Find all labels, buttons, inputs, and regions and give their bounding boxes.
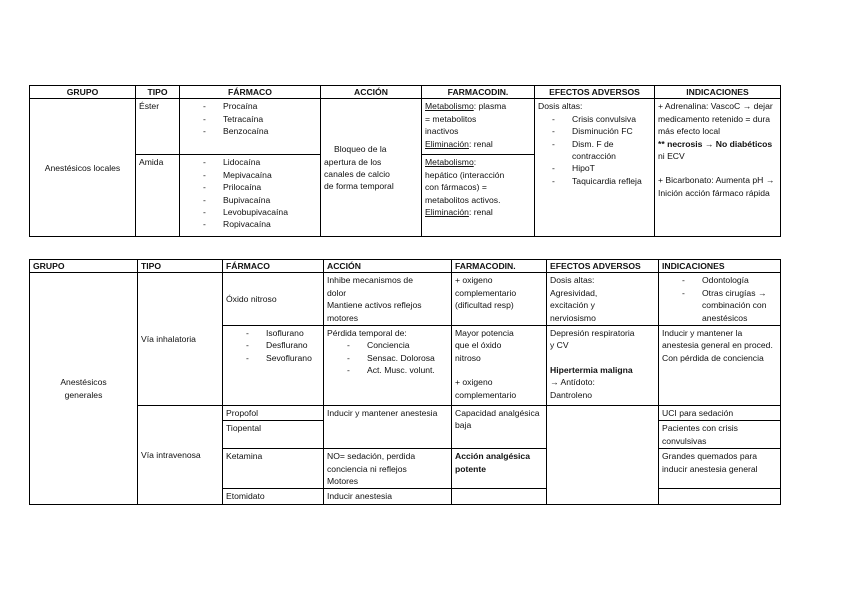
- farmaco-cell: Óxido nitroso: [223, 273, 324, 326]
- accion-line: apertura de los: [324, 156, 382, 167]
- tipo-cell: Amida: [136, 155, 180, 237]
- farmacodin-line: [425, 206, 531, 218]
- farmacodin-line: (dificultad resp): [455, 300, 514, 311]
- indicacion-line: Inición acción fármaco rápida: [658, 187, 770, 198]
- efecto-line: Depresión respiratoria: [550, 328, 635, 339]
- accion-line: Inhibe mecanismos de: [327, 275, 413, 286]
- accion-cell: Inducir y mantener anestesia: [324, 406, 452, 449]
- accion-item: - Sensac. Dolorosa: [327, 352, 448, 364]
- accion-line: NO= sedación, perdida: [327, 451, 416, 462]
- accion-cell: [321, 99, 422, 237]
- efectos-cell: [547, 326, 659, 406]
- effect-item: - Dism. F de contracción: [538, 138, 651, 163]
- indicaciones-cell: Pacientes con crisis convulsivas: [659, 421, 781, 449]
- farmacodin-line: inactivos: [425, 126, 459, 137]
- header-indicaciones: INDICACIONES: [655, 86, 781, 99]
- accion-line: de forma temporal: [324, 181, 394, 192]
- table-row: [30, 99, 781, 155]
- farmacodin-term: Eliminación: [425, 138, 469, 149]
- indicaciones-cell: [659, 489, 781, 504]
- accion-title: Pérdida temporal de:: [327, 328, 407, 339]
- indicacion-line: más efecto local: [658, 126, 721, 137]
- efectos-cell: [547, 273, 659, 326]
- farmacodin-line: + oxigeno: [455, 275, 493, 286]
- accion-line: dolor: [327, 287, 347, 298]
- farmacodin-cell: Acción analgésica potente: [452, 449, 547, 489]
- drug-item: - Tetracaína: [183, 113, 317, 125]
- indicaciones-cell: [655, 99, 781, 237]
- indicaciones-cell: [659, 326, 781, 406]
- accion-cell: Inducir anestesia: [324, 489, 452, 504]
- header-grupo: GRUPO: [30, 86, 136, 99]
- accion-line: Bloqueo de la: [334, 144, 387, 155]
- farmaco-cell: Tiopental: [223, 421, 324, 449]
- header-farmaco: FÁRMACO: [180, 86, 321, 99]
- indicacion-item: - Odontología: [668, 274, 777, 286]
- indicacion-line: ni ECV: [658, 151, 685, 162]
- accion-line: conciencia ni reflejos: [327, 463, 407, 474]
- header-accion: ACCIÓN: [321, 86, 422, 99]
- header-farmacodin: FARMACODIN.: [452, 260, 547, 273]
- tipo-cell: Éster: [136, 99, 180, 155]
- farmacodin-line: = metabolitos: [425, 113, 477, 124]
- grupo-label: Anestésicos generales: [60, 377, 107, 400]
- efectos-cell: [535, 99, 655, 237]
- local-anesthetics-table: [29, 85, 781, 237]
- efecto-line: nerviosismo: [550, 312, 596, 323]
- indicacion-item: - Otras cirugías → combinación con anestésicos: [668, 287, 777, 324]
- farmacodin-cell: [422, 155, 535, 237]
- drug-item: - Mepivacaína: [183, 169, 317, 181]
- farmacodin-line: complementario: [455, 287, 517, 298]
- tipo-cell: Vía intravenosa: [138, 406, 223, 505]
- tipo-cell: Vía inhalatoria: [138, 273, 223, 406]
- drug-item: - Benzocaína: [183, 125, 317, 137]
- drug-item: - Lidocaína: [183, 156, 317, 168]
- accion-item: - Act. Musc. volunt.: [327, 364, 448, 376]
- efecto-line: Dantroleno: [550, 389, 593, 400]
- header-tipo: TIPO: [138, 260, 223, 273]
- farmaco-cell: [223, 326, 324, 406]
- indicaciones-cell: Grandes quemados para inducir anestesia general: [659, 449, 781, 489]
- accion-line: Motores: [327, 476, 359, 487]
- farmacodin-line: nitroso: [455, 352, 481, 363]
- farmacodin-cell: [452, 273, 547, 326]
- indicaciones-cell: [659, 273, 781, 326]
- indicacion-line: medicamento retenido = dura: [658, 113, 771, 124]
- effect-item: - Taquicardia refleja: [538, 175, 651, 187]
- farmaco-cell: Ketamina: [223, 449, 324, 489]
- efecto-line: Agresividad,: [550, 287, 598, 298]
- farmaco-cell: Etomidato: [223, 489, 324, 504]
- accion-item: - Conciencia: [327, 339, 448, 351]
- indicacion-line: Inducir y mantener la: [662, 328, 743, 339]
- farmacodin-term: Eliminación: [425, 207, 469, 218]
- table-header-row: [30, 260, 781, 273]
- header-accion: ACCIÓN: [324, 260, 452, 273]
- accion-cell: [324, 449, 452, 489]
- drug-item: - Sevoflurano: [226, 352, 320, 364]
- efecto-line: Dosis altas:: [550, 275, 595, 286]
- spacer: [455, 364, 543, 376]
- efecto-line: → Antídoto:: [550, 377, 595, 388]
- farmacodin-line: [425, 100, 531, 112]
- drug-item: - Procaína: [183, 100, 317, 112]
- effect-item: - HipoT: [538, 162, 651, 174]
- drug-item: - Desflurano: [226, 339, 320, 351]
- farmacodin-text: :: [473, 157, 477, 168]
- indicacion-line: ** necrosis → No diabéticos: [658, 138, 773, 149]
- efecto-line: excitación y: [550, 300, 595, 311]
- table-header-row: [30, 86, 781, 99]
- farmacodin-line: que el óxido: [455, 340, 502, 351]
- farmacodin-line: complementario: [455, 389, 517, 400]
- effect-item: - Disminución FC: [538, 125, 651, 137]
- farmaco-cell: [180, 99, 321, 155]
- farmacodin-text: : renal: [468, 207, 493, 218]
- header-indicaciones: INDICACIONES: [659, 260, 781, 273]
- efectos-cell: [547, 406, 659, 505]
- farmacodin-line: Mayor potencia: [455, 328, 514, 339]
- header-farmacodin: FARMACODIN.: [422, 86, 535, 99]
- drug-item: - Bupivacaína: [183, 194, 317, 206]
- accion-cell: [324, 273, 452, 326]
- farmaco-cell: Propofol: [223, 406, 324, 421]
- accion-line: motores: [327, 312, 359, 323]
- farmaco-cell: [180, 155, 321, 237]
- header-tipo: TIPO: [136, 86, 180, 99]
- effect-item: - Crisis convulsiva: [538, 113, 651, 125]
- farmacodin-line: con fármacos) =: [425, 182, 487, 193]
- accion-cell: [324, 326, 452, 406]
- farmacodin-term: Metabolismo: [425, 101, 474, 112]
- general-anesthetics-table: [29, 259, 781, 505]
- efectos-title: Dosis altas:: [538, 101, 583, 112]
- header-efectos: EFECTOS ADVERSOS: [535, 86, 655, 99]
- indicaciones-cell: UCI para sedación: [659, 406, 781, 421]
- indicacion-line: + Adrenalina: VascoC → dejar: [658, 101, 773, 112]
- efecto-bold-line: Hipertermia maligna: [550, 364, 633, 375]
- indicacion-line: + Bicarbonato: Aumenta pH →: [658, 175, 775, 186]
- spacer: [550, 352, 655, 364]
- drug-item: - Isoflurano: [226, 327, 320, 339]
- drug-item: - Levobupivacaína: [183, 206, 317, 218]
- header-farmaco: FÁRMACO: [223, 260, 324, 273]
- header-efectos: EFECTOS ADVERSOS: [547, 260, 659, 273]
- farmacodin-line: [425, 138, 531, 150]
- grupo-cell: [30, 273, 138, 504]
- header-grupo: GRUPO: [30, 260, 138, 273]
- accion-line: canales de calcio: [324, 168, 390, 179]
- farmacodin-text: : renal: [468, 138, 493, 149]
- table-row: [30, 406, 781, 421]
- indicacion-line: anestesia general en proced.: [662, 340, 773, 351]
- drug-item: - Ropivacaína: [183, 218, 317, 230]
- farmacodin-line: metabolitos activos.: [425, 194, 501, 205]
- farmacodin-cell: [422, 99, 535, 155]
- spacer: [658, 162, 777, 174]
- farmacodin-cell: Capacidad analgésica baja: [452, 406, 547, 449]
- accion-line: Mantiene activos reflejos: [327, 300, 422, 311]
- farmacodin-cell: [452, 326, 547, 406]
- farmacodin-cell: [452, 489, 547, 504]
- grupo-cell: Anestésicos locales: [30, 99, 136, 237]
- farmacodin-line: hepático (interacción: [425, 169, 505, 180]
- efecto-line: y CV: [550, 340, 569, 351]
- table-row: [30, 273, 781, 326]
- farmacodin-line: + oxigeno: [455, 377, 493, 388]
- indicacion-line: Con pérdida de conciencia: [662, 352, 764, 363]
- farmacodin-term: Metabolismo: [425, 157, 474, 168]
- farmacodin-line: [425, 156, 531, 168]
- farmacodin-text: : plasma: [473, 101, 507, 112]
- drug-item: - Prilocaína: [183, 181, 317, 193]
